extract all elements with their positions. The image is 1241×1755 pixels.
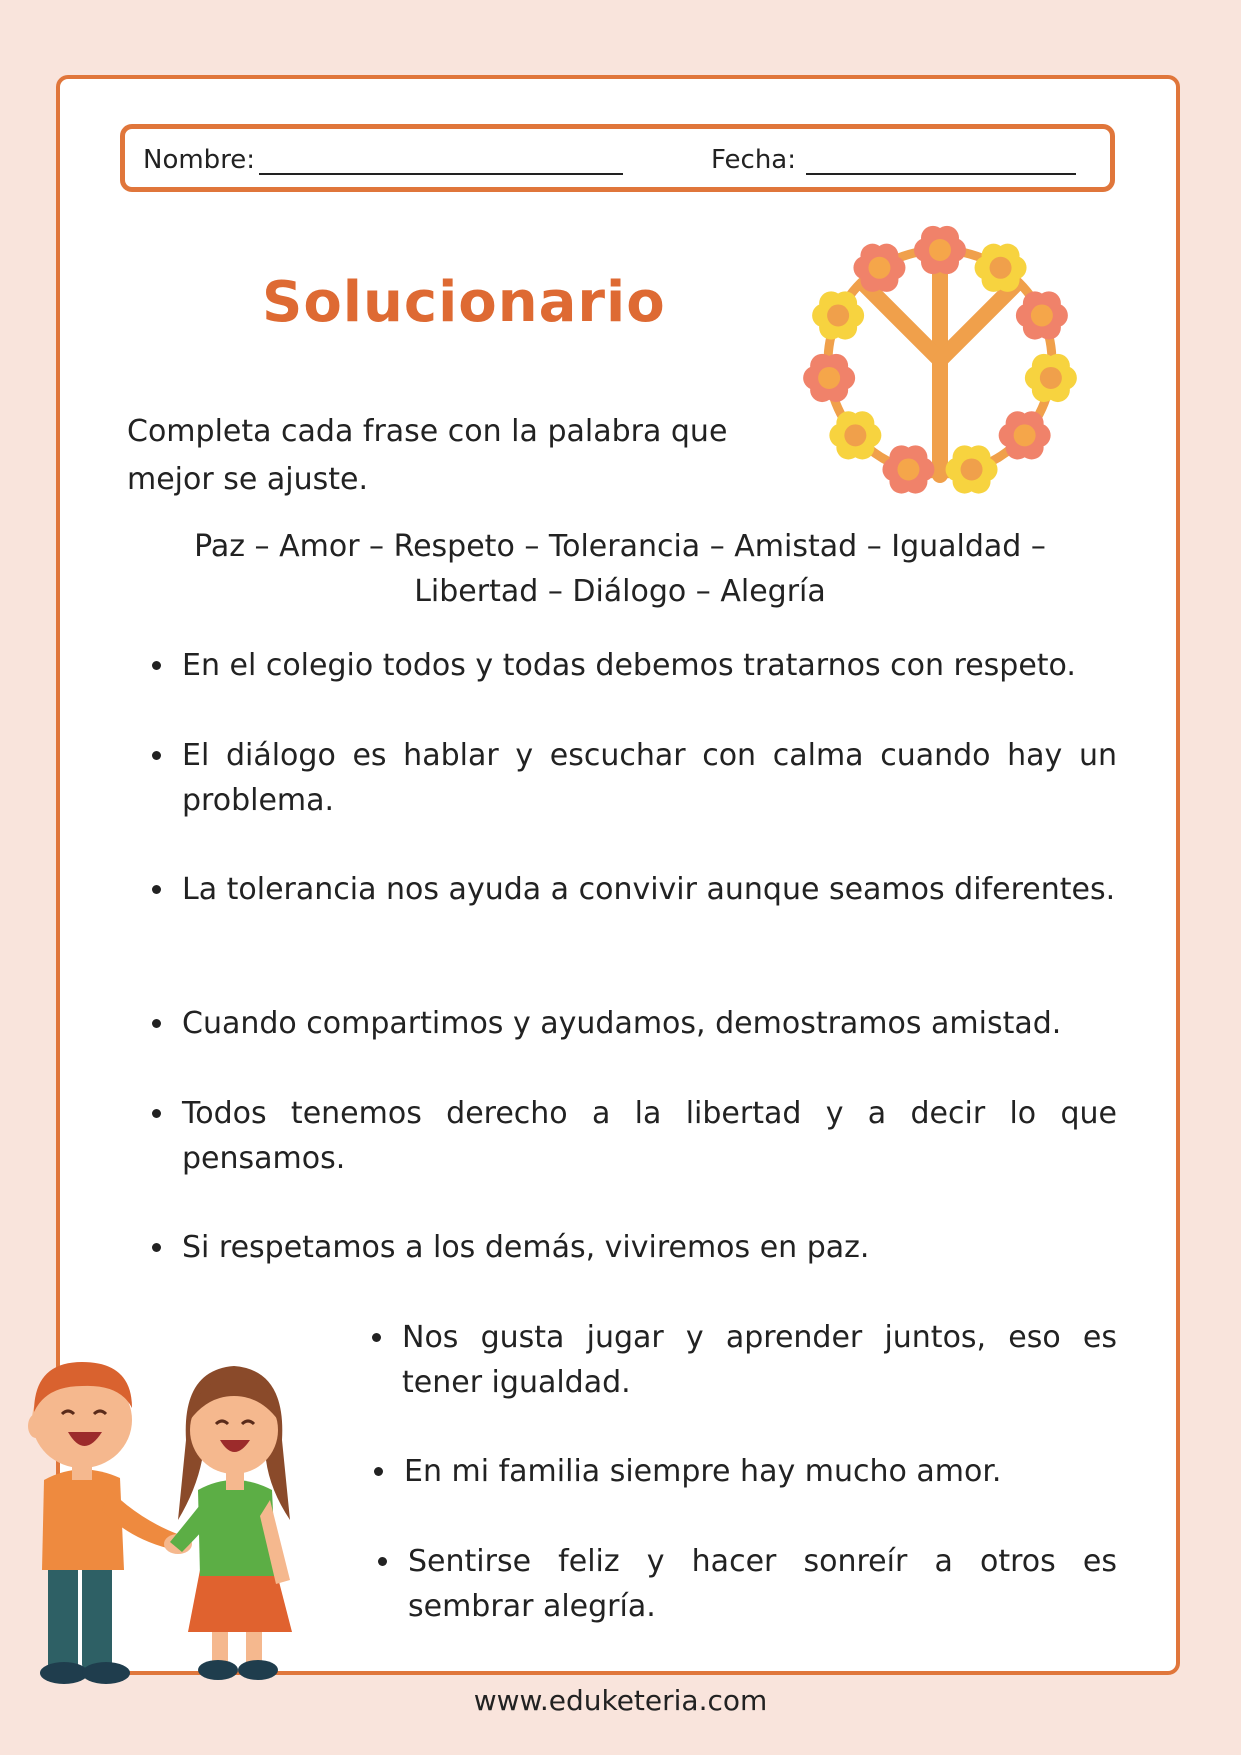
word-bank-line-2: Libertad – Diálogo – Alegría xyxy=(414,574,826,609)
sentence-item xyxy=(182,1225,1117,1270)
sentence-text: Si respetamos a los demás, viviremos en paz. xyxy=(182,1230,870,1265)
word-bank-line-1: Paz – Amor – Respeto – Tolerancia – Amistad – Igualdad – xyxy=(194,529,1046,564)
bullet-icon xyxy=(152,1109,161,1118)
sentence-item xyxy=(402,1315,1117,1405)
children-handshake-icon xyxy=(20,1340,340,1690)
flower-icon xyxy=(914,226,966,274)
sentence-item xyxy=(408,1539,1117,1629)
flower-icon xyxy=(812,291,864,339)
girl-illustration xyxy=(170,1366,292,1680)
sentence-text: Cuando compartimos y ayudamos, demostramos amistad. xyxy=(182,1006,1062,1041)
instruction-text: Completa cada frase con la palabra que mejor se ajuste. xyxy=(127,414,728,497)
name-label: Nombre: xyxy=(143,145,256,175)
flower-icon xyxy=(882,445,934,493)
flower-icon xyxy=(1016,291,1068,339)
name-date-box xyxy=(120,124,1115,192)
sentence-text: En el colegio todos y todas debemos tratarnos con respeto. xyxy=(182,648,1076,683)
sentence-text: La tolerancia nos ayuda a convivir aunque seamos diferentes. xyxy=(182,872,1116,907)
sentence-text: Sentirse feliz y hacer sonreír a otros es sembrar alegría. xyxy=(408,1544,1117,1624)
peace-wreath-icon xyxy=(790,210,1090,515)
name-field xyxy=(143,145,623,175)
sentence-item xyxy=(182,867,1117,912)
sentence-item xyxy=(182,643,1117,688)
sentence-item xyxy=(404,1449,1117,1494)
sentence-text: Todos tenemos derecho a la libertad y a decir lo que pensamos. xyxy=(182,1096,1117,1176)
word-bank xyxy=(120,524,1120,614)
bullet-icon xyxy=(378,1557,387,1566)
bullet-icon xyxy=(152,885,161,894)
page-title: Solucionario xyxy=(262,270,666,335)
sentence-text: En mi familia siempre hay mucho amor. xyxy=(404,1454,1002,1489)
flower-icon xyxy=(1025,354,1077,402)
flower-icon xyxy=(803,354,855,402)
sentence-item xyxy=(182,1001,1117,1046)
boy-illustration xyxy=(28,1362,192,1684)
sentence-text: El diálogo es hablar y escuchar con calma cuando hay un problema. xyxy=(182,738,1117,818)
sentence-item xyxy=(182,1091,1117,1181)
bullet-icon xyxy=(152,1019,161,1028)
flower-icon xyxy=(946,445,998,493)
sentence-item xyxy=(182,733,1117,823)
footer-website[interactable]: www.eduketeria.com xyxy=(473,1684,768,1717)
name-line[interactable] xyxy=(259,147,623,175)
bullet-icon xyxy=(152,661,161,670)
bullet-icon xyxy=(374,1467,383,1476)
date-label: Fecha: xyxy=(711,145,796,175)
bullet-icon xyxy=(152,751,161,760)
sentence-text: Nos gusta jugar y aprender juntos, eso es tener igualdad. xyxy=(402,1320,1117,1400)
bullet-icon xyxy=(152,1243,161,1252)
date-field xyxy=(711,145,1076,175)
date-line[interactable] xyxy=(806,147,1076,175)
bullet-icon xyxy=(372,1333,381,1342)
